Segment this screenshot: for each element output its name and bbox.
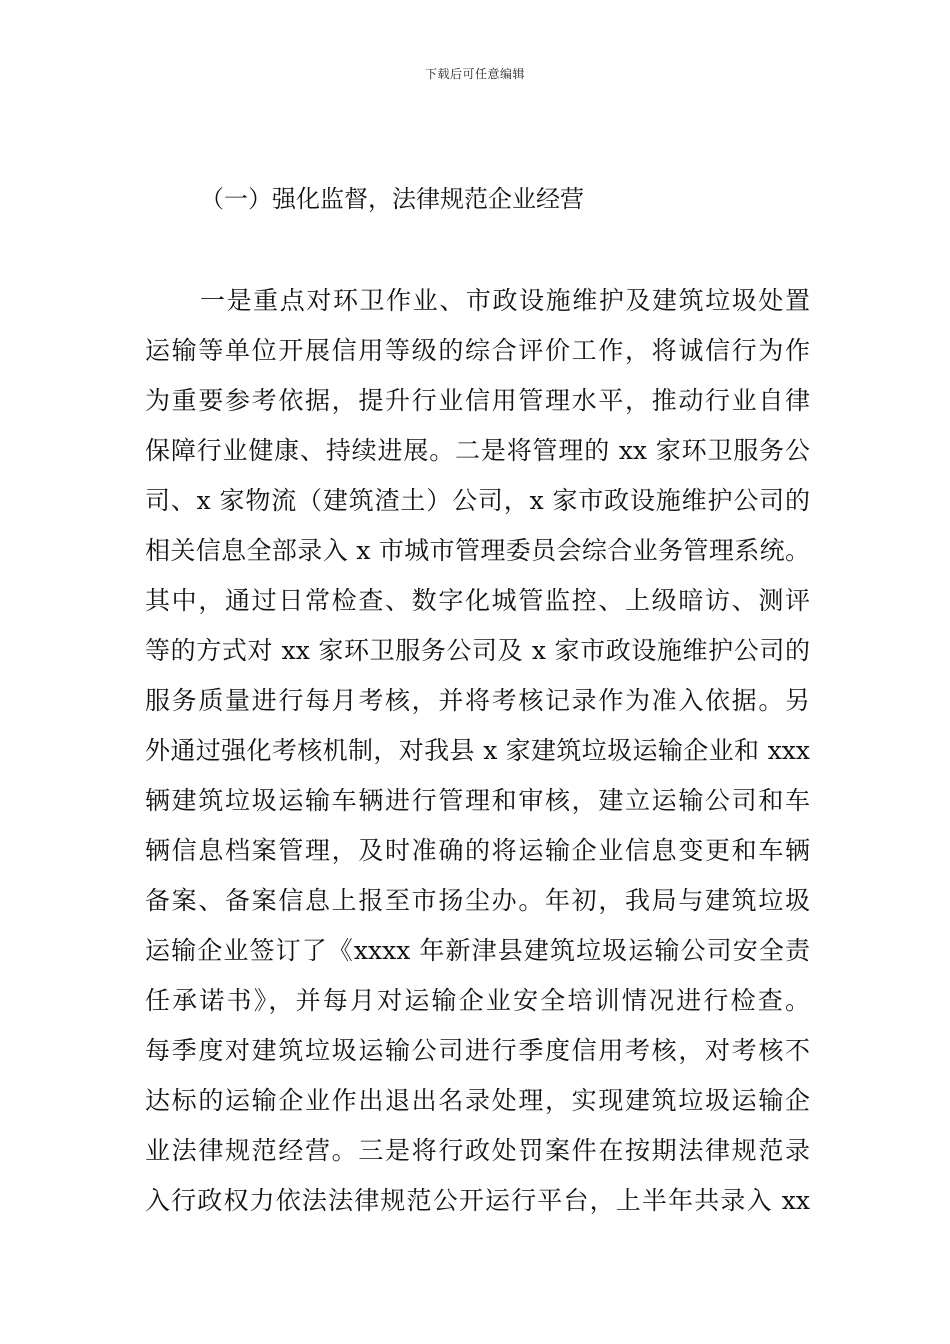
paragraph-line: 相关信息全部录入 x 市城市管理委员会综合业务管理系统。 xyxy=(145,536,810,565)
paragraph-line: 业法律规范经营。三是将行政处罚案件在按期法律规范录 xyxy=(145,1136,810,1165)
paragraph-line: 备案、备案信息上报至市扬尘办。年初，我局与建筑垃圾 xyxy=(145,886,810,915)
paragraph-line: 等的方式对 xx 家环卫服务公司及 x 家市政设施维护公司的 xyxy=(145,636,810,665)
paragraph-line: 其中，通过日常检查、数字化城管监控、上级暗访、测评 xyxy=(145,586,810,615)
paragraph-line: 外通过强化考核机制，对我县 x 家建筑垃圾运输企业和 xxx xyxy=(145,736,810,765)
body-paragraph xyxy=(145,276,810,1226)
paragraph-line: 每季度对建筑垃圾运输公司进行季度信用考核，对考核不 xyxy=(145,1036,810,1065)
section-heading: （一）强化监督，法律规范企业经营 xyxy=(200,185,584,213)
paragraph-line: 一是重点对环卫作业、市政设施维护及建筑垃圾处置 xyxy=(200,286,810,315)
paragraph-line: 司、x 家物流（建筑渣土）公司，x 家市政设施维护公司的 xyxy=(145,486,810,515)
paragraph-line: 任承诺书》，并每月对运输企业安全培训情况进行检查。 xyxy=(145,986,810,1015)
paragraph-line: 辆建筑垃圾运输车辆进行管理和审核，建立运输公司和车 xyxy=(145,786,810,815)
paragraph-line: 运输企业签订了《xxxx 年新津县建筑垃圾运输公司安全责 xyxy=(145,936,810,965)
paragraph-line: 辆信息档案管理，及时准确的将运输企业信息变更和车辆 xyxy=(145,836,810,865)
paragraph-line: 为重要参考依据，提升行业信用管理水平，推动行业自律 xyxy=(145,386,810,415)
page-header: 下载后可任意编辑 xyxy=(424,67,525,81)
paragraph-line: 入行政权力依法法律规范公开运行平台，上半年共录入 xx xyxy=(145,1186,810,1215)
paragraph-line: 服务质量进行每月考核，并将考核记录作为准入依据。另 xyxy=(145,686,810,715)
paragraph-line: 运输等单位开展信用等级的综合评价工作，将诚信行为作 xyxy=(145,336,810,365)
paragraph-line: 达标的运输企业作出退出名录处理，实现建筑垃圾运输企 xyxy=(145,1086,810,1115)
paragraph-line: 保障行业健康、持续进展。二是将管理的 xx 家环卫服务公 xyxy=(145,436,810,465)
